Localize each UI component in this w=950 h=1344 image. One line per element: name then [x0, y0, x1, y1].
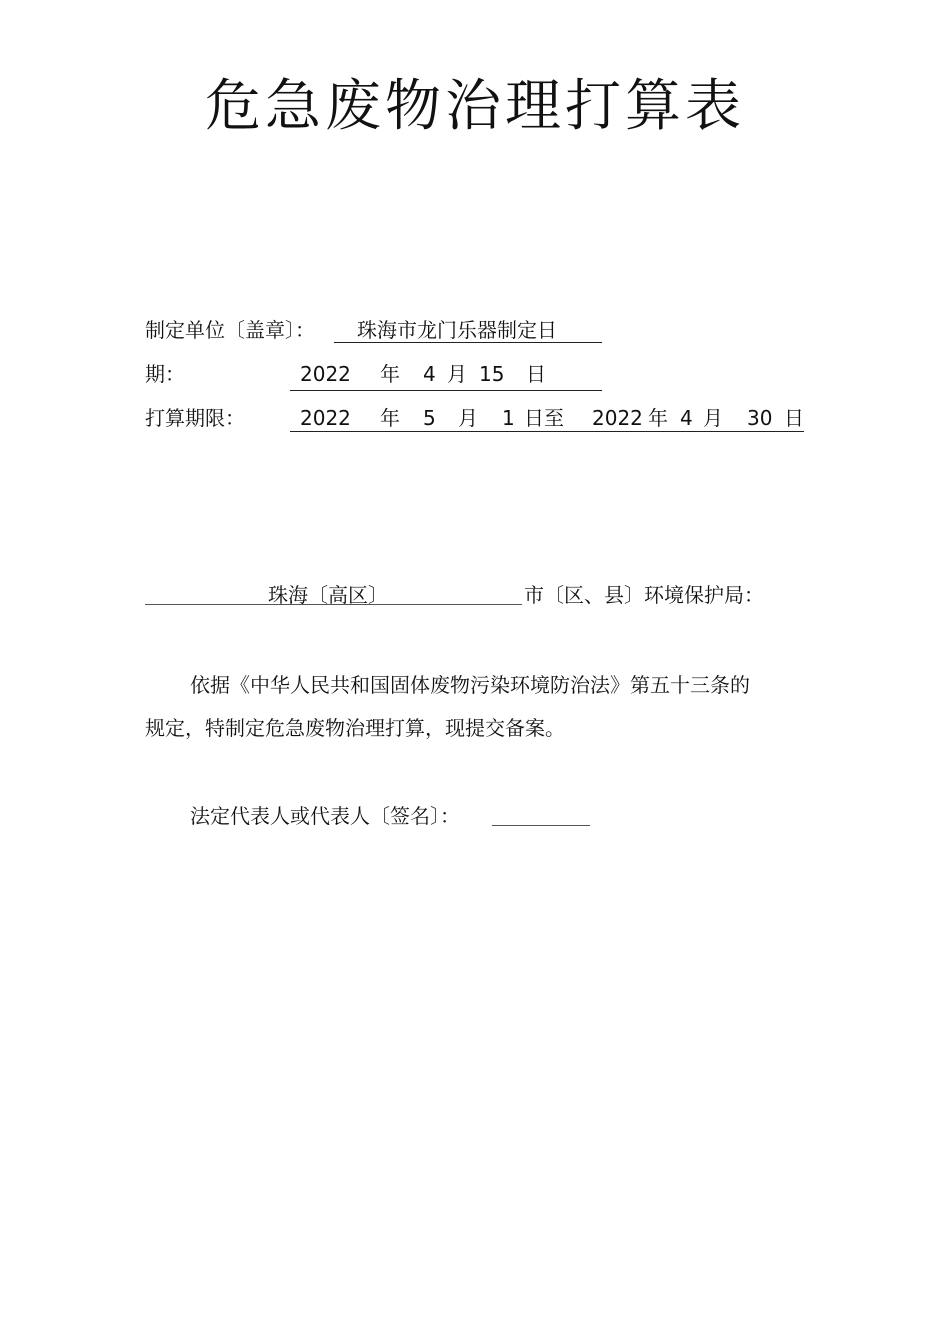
period-end-day: 30 [747, 406, 773, 430]
period-end-day-unit: 日 [784, 406, 804, 430]
date-year-unit: 年 [380, 362, 400, 386]
date-label: 期： [145, 362, 185, 386]
period-start-month: 5 [423, 406, 436, 430]
period-start-day-unit: 日至 [524, 406, 564, 430]
unit-value: 珠海市龙门乐器制定日 [357, 318, 557, 342]
date-underline [290, 390, 602, 391]
addressee-name: 珠海〔高区〕 [268, 583, 388, 607]
period-underline [290, 431, 804, 432]
body-line-2: 规定，特制定危急废物治理打算，现提交备案。 [145, 716, 565, 740]
unit-underline [334, 342, 602, 343]
period-start-day: 1 [502, 406, 515, 430]
signature-label: 法定代表人或代表人〔签名〕： [190, 804, 460, 828]
period-end-year-unit: 年 [648, 406, 668, 430]
date-month: 4 [423, 362, 436, 386]
addressee-suffix: 市〔区、县〕环境保护局： [524, 583, 764, 607]
period-end-year: 2022 [592, 406, 643, 430]
date-year: 2022 [300, 362, 351, 386]
unit-label: 制定单位〔盖章〕： [145, 318, 315, 342]
period-start-year: 2022 [300, 406, 351, 430]
period-start-month-unit: 月 [458, 406, 478, 430]
signature-field[interactable] [492, 825, 590, 826]
period-start-year-unit: 年 [380, 406, 400, 430]
period-label: 打算期限： [145, 406, 245, 430]
addressee-underline [145, 604, 522, 605]
period-end-month-unit: 月 [703, 406, 723, 430]
body-line-1: 依据《中华人民共和国固体废物污染环境防治法》第五十三条的 [190, 673, 750, 697]
period-end-month: 4 [680, 406, 693, 430]
date-month-unit: 月 [447, 362, 467, 386]
document-title: 危急废物治理打算表 [205, 74, 745, 139]
date-day-unit: 日 [526, 362, 546, 386]
date-day: 15 [479, 362, 505, 386]
